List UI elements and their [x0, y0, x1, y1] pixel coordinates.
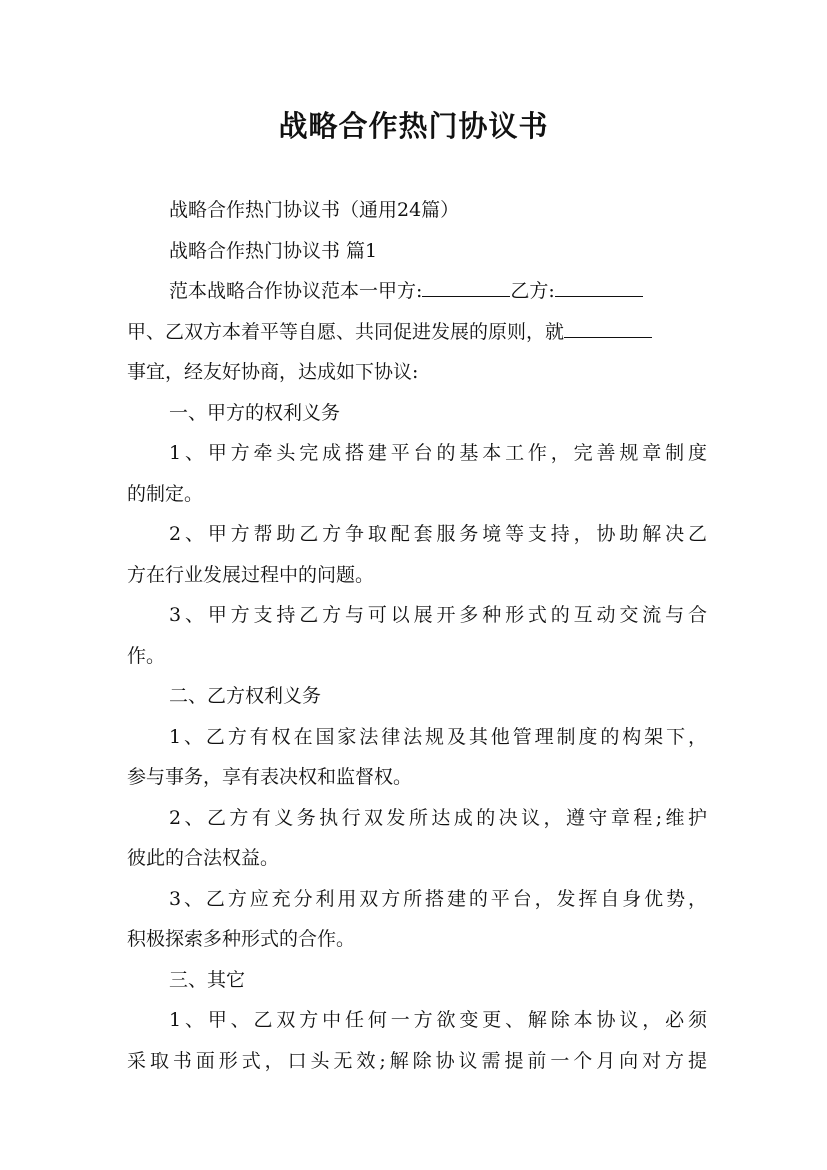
- principle-text: 甲、乙双方本着平等自愿、共同促进发展的原则，就: [127, 320, 565, 343]
- paragraph-line: 事宜，经友好协商，达成如下协议:: [127, 361, 419, 383]
- paragraph-line: 参与事务，享有表决权和监督权。: [127, 766, 413, 788]
- paragraph-line: 积极探索多种形式的合作。: [127, 928, 356, 950]
- paragraph-line: 采取书面形式，口头无效;解除协议需提前一个月向对方提: [127, 1049, 707, 1072]
- paragraph-line: 1、甲方牵头完成搭建平台的基本工作，完善规章制度: [169, 442, 707, 464]
- party-a-blank: [422, 275, 510, 297]
- clause-heading: 三、其它: [169, 968, 246, 991]
- paragraph-line: 方在行业发展过程中的问题。: [127, 563, 375, 586]
- paragraph-line: [127, 312, 707, 353]
- paragraph-line: 3、甲方支持乙方与可以展开多种形式的互动交流与合: [169, 604, 707, 626]
- party-b-label: 乙方:: [510, 280, 555, 302]
- clause-heading: 一、甲方的权利义务: [169, 401, 341, 424]
- paragraph-line: [127, 271, 707, 312]
- document-body: [127, 190, 707, 1081]
- paragraph-line: 的制定。: [127, 482, 204, 505]
- paragraph-line: 1、甲、乙双方中任何一方欲变更、解除本协议，必须: [169, 1009, 707, 1031]
- party-b-blank: [555, 275, 643, 297]
- matter-blank: [564, 316, 652, 338]
- paragraph-line: 1、乙方有权在国家法律法规及其他管理制度的构架下，: [169, 725, 707, 748]
- paragraph-line: 2、甲方帮助乙方争取配套服务境等支持，协助解决乙: [169, 523, 707, 545]
- clause-heading: 二、乙方权利义务: [169, 685, 322, 707]
- paragraph-line: 3、乙方应充分利用双方所搭建的平台，发挥自身优势，: [169, 887, 707, 910]
- section-heading: 战略合作热门协议书 篇1: [169, 239, 378, 262]
- party-a-label: 范本战略合作协议范本一甲方:: [169, 280, 423, 302]
- paragraph-line: 作。: [127, 644, 166, 667]
- paragraph-line: 彼此的合法权益。: [127, 847, 280, 869]
- paragraph-line: 2、乙方有义务执行双发所达成的决议，遵守章程;维护: [169, 806, 707, 829]
- document-title: 战略合作热门协议书: [278, 109, 549, 143]
- subtitle-line: 战略合作热门协议书（通用24篇）: [169, 199, 460, 221]
